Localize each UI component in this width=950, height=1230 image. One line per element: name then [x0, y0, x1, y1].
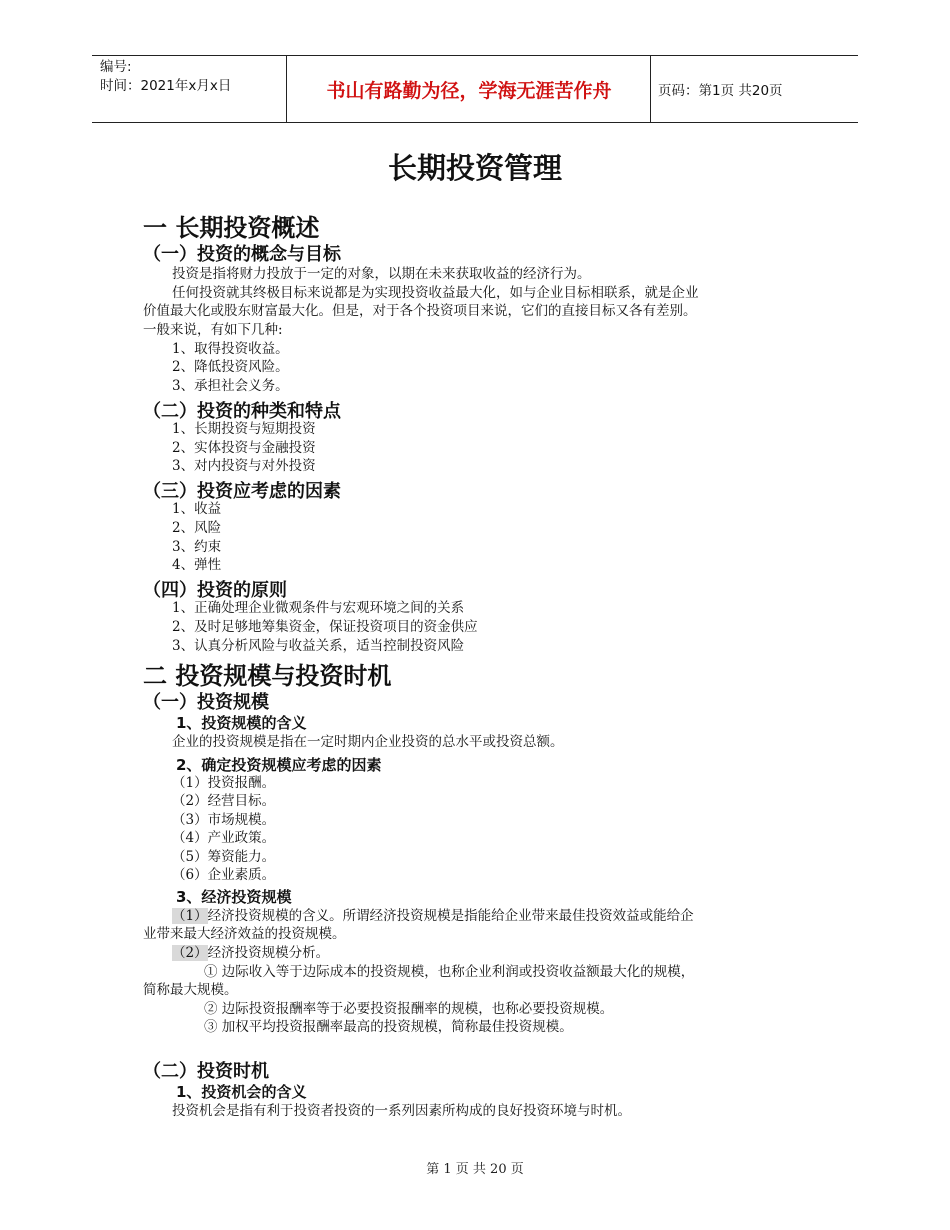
list-item: （4）产业政策。: [172, 830, 276, 846]
list-item: （2）经营目标。: [172, 793, 276, 809]
paragraph-line: [172, 944, 329, 962]
header-table: [92, 55, 858, 123]
sub-heading: 2、确定投资规模应考虑的因素: [176, 756, 382, 774]
item-tag: （1）: [172, 908, 208, 924]
list-item: 3、承担社会义务。: [172, 378, 289, 394]
subsection-heading: （四）投资的原则: [143, 580, 287, 601]
list-item: 2、及时足够地筹集资金，保证投资项目的资金供应: [172, 619, 478, 635]
list-item: 3、对内投资与对外投资: [172, 458, 316, 474]
paragraph-line: 投资是指将财力投放于一定的对象，以期在未来获取收益的经济行为。: [172, 266, 591, 282]
subsection-heading: （二）投资时机: [143, 1061, 269, 1082]
list-item: 2、实体投资与金融投资: [172, 440, 316, 456]
paragraph-line: [172, 907, 694, 925]
document-title: 长期投资管理: [387, 151, 562, 185]
sub-heading: 3、经济投资规模: [176, 888, 292, 906]
paragraph-line: ① 边际收入等于边际成本的投资规模，也称企业利润或投资收益额最大化的规模，: [204, 964, 695, 980]
paragraph-line: 一般来说，有如下几种:: [143, 322, 283, 338]
list-item: 1、收益: [172, 501, 222, 517]
subsection-heading: （一）投资规模: [143, 692, 269, 713]
section-heading: 二 投资规模与投资时机: [143, 662, 392, 690]
paragraph-line: 价值最大化或股东财富最大化。但是，对于各个投资项目来说，它们的直接目标又各有差别。: [143, 303, 697, 319]
paragraph-line: 业带来最大经济效益的投资规模。: [143, 926, 346, 942]
list-item: （3）市场规模。: [172, 812, 276, 828]
paragraph-line: 任何投资就其终极目标来说都是为实现投资收益最大化，如与企业目标相联系，就是企业: [172, 285, 699, 301]
list-item: 2、风险: [172, 520, 222, 536]
header-divider: [286, 56, 287, 122]
number-label: 编号:: [100, 59, 132, 75]
time-label: 时间：2021年x月x日: [100, 78, 232, 94]
header-motto: 书山有路勤为径，学海无涯苦作舟: [326, 79, 612, 102]
header-divider: [650, 56, 651, 122]
subsection-heading: （一）投资的概念与目标: [143, 244, 341, 265]
list-item: 4、弹性: [172, 557, 222, 573]
paragraph-line: ② 边际投资报酬率等于必要投资报酬率的规模，也称必要投资规模。: [204, 1001, 614, 1017]
paragraph-line: 企业的投资规模是指在一定时期内企业投资的总水平或投资总额。: [172, 734, 564, 750]
list-item: 1、正确处理企业微观条件与宏观环境之间的关系: [172, 600, 465, 616]
list-item: 3、约束: [172, 539, 222, 555]
item-tag: （2）: [172, 945, 208, 961]
list-item: 1、取得投资收益。: [172, 341, 289, 357]
sub-heading: 1、投资机会的含义: [176, 1083, 307, 1101]
paragraph-line: 简称最大规模。: [143, 982, 238, 998]
list-item: （1）投资报酬。: [172, 775, 276, 791]
page-footer: 第 1 页 共 20 页: [426, 1162, 524, 1177]
list-item: 1、长期投资与短期投资: [172, 421, 316, 437]
header-meta: [100, 58, 231, 96]
paragraph-line: ③ 加权平均投资报酬率最高的投资规模，简称最佳投资规模。: [204, 1019, 573, 1035]
list-item: （6）企业素质。: [172, 867, 276, 883]
header-page-info: 页码：第1页 共20页: [658, 83, 783, 99]
list-item: 3、认真分析风险与收益关系，适当控制投资风险: [172, 638, 465, 654]
subsection-heading: （三）投资应考虑的因素: [143, 481, 341, 502]
item-text: 经济投资规模的含义。所谓经济投资规模是指能给企业带来最佳投资效益或能给企: [207, 908, 694, 924]
section-heading: 一 长期投资概述: [143, 214, 320, 242]
sub-heading: 1、投资规模的含义: [176, 714, 307, 732]
item-text: 经济投资规模分析。: [207, 945, 330, 961]
list-item: 2、降低投资风险。: [172, 359, 289, 375]
paragraph-line: 投资机会是指有利于投资者投资的一系列因素所构成的良好投资环境与时机。: [172, 1103, 631, 1119]
subsection-heading: （二）投资的种类和特点: [143, 401, 341, 422]
list-item: （5）筹资能力。: [172, 849, 276, 865]
